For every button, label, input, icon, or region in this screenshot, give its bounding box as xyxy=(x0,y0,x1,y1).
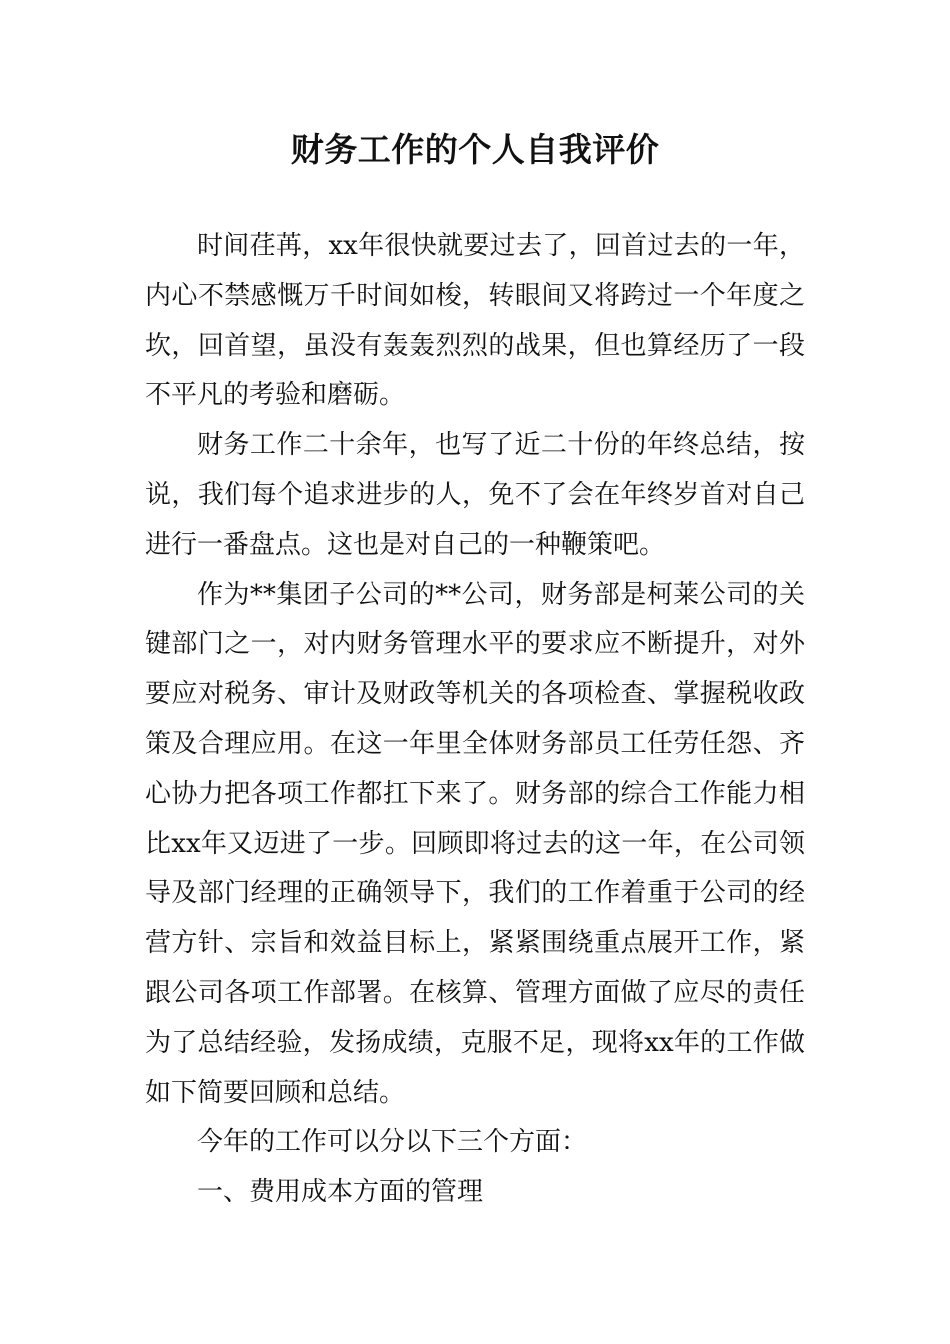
paragraph-intro: 时间荏苒，xx年很快就要过去了，回首过去的一年，内心不禁感慨万千时间如梭，转眼间又将跨过一个年度之坎，回首望，虽没有轰轰烈烈的战果，但也算经历了一段不平凡的考验和磨砺。 xyxy=(145,231,805,411)
section-heading-cost: 一、费用成本方面的管理 xyxy=(197,1177,484,1208)
paragraph-aspects: 今年的工作可以分以下三个方面： xyxy=(197,1127,588,1158)
paragraph-experience: 财务工作二十余年，也写了近二十份的年终总结，按说，我们每个追求进步的人，免不了会在年终岁首对自己进行一番盘点。这也是对自己的一种鞭策吧。 xyxy=(145,430,805,560)
document-title: 财务工作的个人自我评价 xyxy=(290,130,660,169)
paragraph-department: 作为**集团子公司的**公司，财务部是柯莱公司的关键部门之一，对内财务管理水平的要求应不断提升，对外要应对税务、审计及财政等机关的各项检查、掌握税收政策及合理应用。在这一年里全体财务部员工任劳任怨、齐心协力把各项工作都扛下来了。财务部的综合工作能力相比xx年又迈进了一步。回顾即将过去的这一年，在公司领导及部门经理的正确领导下，我们的工作着重于公司的经营方针、宗旨和效益目标上，紧紧围绕重点展开工作，紧跟公司各项工作部署。在核算、管理方面做了应尽的责任为了总结经验，发扬成绩，克服不足，现将xx年的工作做如下简要回顾和总结。 xyxy=(145,579,805,1108)
document-body xyxy=(145,222,805,1218)
